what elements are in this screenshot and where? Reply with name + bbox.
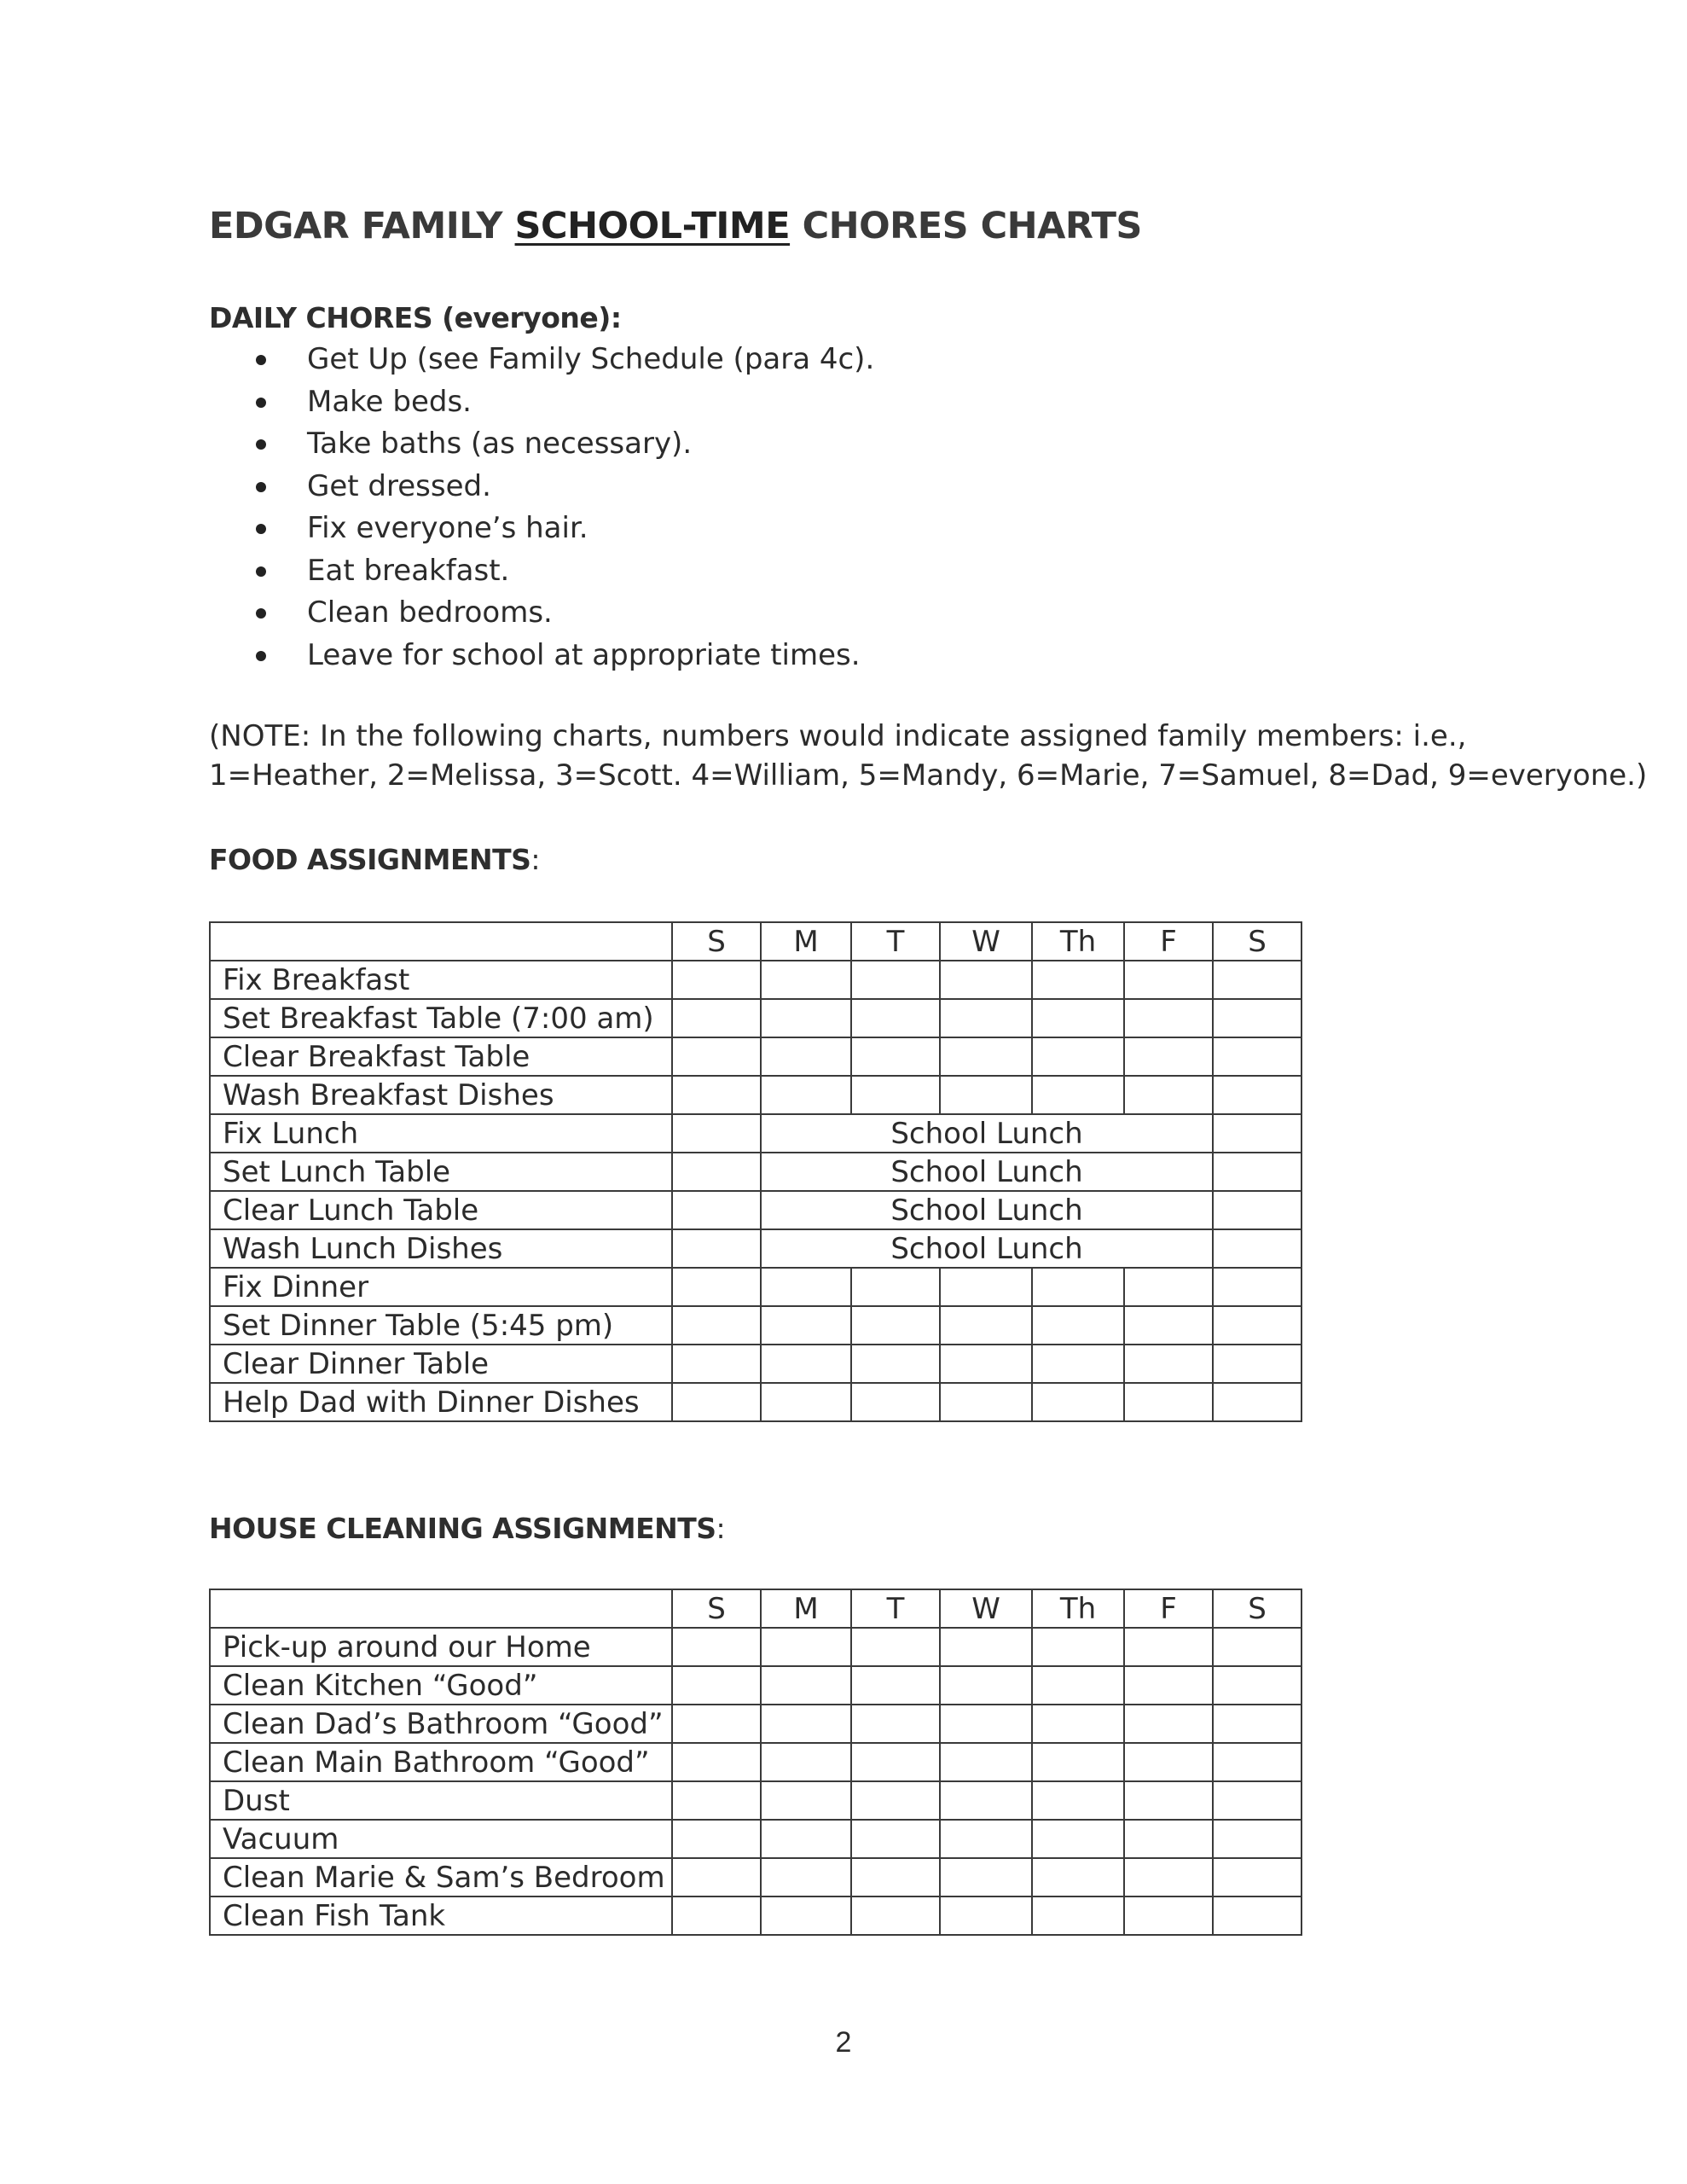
table-row <box>210 1858 1301 1896</box>
assignment-cell[interactable] <box>1032 1705 1124 1743</box>
house-cleaning-heading <box>209 1512 725 1545</box>
assignment-cell[interactable] <box>672 999 761 1037</box>
header-day-saturday: S <box>1213 1589 1301 1628</box>
list-item <box>256 423 874 466</box>
task-cell: Wash Lunch Dishes <box>210 1229 672 1268</box>
assignment-cell[interactable] <box>761 1781 851 1820</box>
list-item-text: Eat breakfast. <box>307 553 510 588</box>
assignment-cell[interactable] <box>851 1820 940 1858</box>
task-cell: Clean Fish Tank <box>210 1896 672 1935</box>
assignment-cell[interactable] <box>761 1037 851 1076</box>
assignment-cell[interactable] <box>672 1306 761 1345</box>
header-day-friday: F <box>1124 1589 1213 1628</box>
assignment-cell[interactable] <box>940 1858 1032 1896</box>
assignment-cell[interactable] <box>851 1858 940 1896</box>
house-heading-text: HOUSE CLEANING ASSIGNMENTS <box>209 1512 716 1545</box>
header-blank-cell <box>210 922 672 961</box>
assignment-cell[interactable] <box>940 1666 1032 1705</box>
header-day-tuesday: T <box>851 922 940 961</box>
assignment-cell[interactable] <box>1124 1306 1213 1345</box>
assignment-cell[interactable] <box>761 1076 851 1114</box>
title-underlined: SCHOOL-TIME <box>514 205 791 247</box>
page-title <box>209 205 1142 247</box>
title-suffix: CHORES CHARTS <box>790 205 1142 247</box>
header-day-tuesday: T <box>851 1589 940 1628</box>
assignment-cell[interactable] <box>761 1628 851 1666</box>
assignment-cell[interactable] <box>1124 999 1213 1037</box>
header-blank-cell <box>210 1589 672 1628</box>
table-row <box>210 1076 1301 1114</box>
bullet-icon <box>256 608 266 619</box>
assignment-cell[interactable] <box>761 1705 851 1743</box>
assignment-cell[interactable] <box>1213 1858 1301 1896</box>
assignment-cell[interactable] <box>1032 1076 1124 1114</box>
assignment-cell[interactable] <box>761 1743 851 1781</box>
bullet-icon <box>256 355 266 365</box>
bullet-icon <box>256 524 266 534</box>
task-cell: Set Dinner Table (5:45 pm) <box>210 1306 672 1345</box>
house-heading-colon: : <box>716 1512 726 1545</box>
assignment-cell[interactable] <box>1213 1306 1301 1345</box>
assignment-cell[interactable] <box>761 1345 851 1383</box>
assignment-cell[interactable] <box>1124 1268 1213 1306</box>
table-row <box>210 1345 1301 1383</box>
assignment-cell[interactable] <box>1124 1345 1213 1383</box>
list-item <box>256 550 874 593</box>
assignment-cell[interactable] <box>672 1705 761 1743</box>
list-item <box>256 339 874 381</box>
assignment-cell[interactable] <box>1032 1781 1124 1820</box>
assignment-cell[interactable] <box>1124 1781 1213 1820</box>
assignment-cell[interactable] <box>940 1781 1032 1820</box>
list-item <box>256 466 874 508</box>
table-row <box>210 1666 1301 1705</box>
header-day-sunday: S <box>672 1589 761 1628</box>
assignment-cell[interactable] <box>851 1781 940 1820</box>
assignment-cell[interactable] <box>1032 1628 1124 1666</box>
table-row <box>210 1229 1301 1268</box>
assignment-cell[interactable] <box>1124 1383 1213 1421</box>
assignment-cell[interactable] <box>1124 1628 1213 1666</box>
school-lunch-cell: School Lunch <box>761 1229 1213 1268</box>
task-cell: Pick-up around our Home <box>210 1628 672 1666</box>
assignment-cell[interactable] <box>851 1345 940 1383</box>
assignment-cell[interactable] <box>940 1820 1032 1858</box>
assignment-cell[interactable] <box>1213 1781 1301 1820</box>
table-header-row <box>210 922 1301 961</box>
task-cell: Dust <box>210 1781 672 1820</box>
task-cell: Clean Marie & Sam’s Bedroom <box>210 1858 672 1896</box>
task-cell: Clear Breakfast Table <box>210 1037 672 1076</box>
table-row <box>210 1820 1301 1858</box>
assignment-cell[interactable] <box>761 1858 851 1896</box>
school-lunch-cell: School Lunch <box>761 1191 1213 1229</box>
assignment-cell[interactable] <box>672 1229 761 1268</box>
assignment-cell[interactable] <box>851 1268 940 1306</box>
assignment-cell[interactable] <box>940 1345 1032 1383</box>
assignment-cell[interactable] <box>940 1705 1032 1743</box>
school-lunch-cell: School Lunch <box>761 1153 1213 1191</box>
assignment-cell[interactable] <box>1124 1076 1213 1114</box>
table-row <box>210 1037 1301 1076</box>
list-item-text: Fix everyone’s hair. <box>307 511 588 545</box>
assignment-cell[interactable] <box>1124 1743 1213 1781</box>
assignment-cell[interactable] <box>851 1383 940 1421</box>
header-day-sunday: S <box>672 922 761 961</box>
assignment-cell[interactable] <box>851 1037 940 1076</box>
assignment-cell[interactable] <box>940 1628 1032 1666</box>
assignment-cell[interactable] <box>672 1820 761 1858</box>
table-row <box>210 1383 1301 1421</box>
assignment-cell[interactable] <box>672 1191 761 1229</box>
assignment-cell[interactable] <box>940 961 1032 999</box>
assignment-cell[interactable] <box>1213 1037 1301 1076</box>
assignment-cell[interactable] <box>940 1306 1032 1345</box>
assignment-cell[interactable] <box>851 1628 940 1666</box>
assignment-cell[interactable] <box>1124 961 1213 999</box>
header-day-wednesday: W <box>940 922 1032 961</box>
assignment-cell[interactable] <box>1213 1268 1301 1306</box>
house-cleaning-table <box>209 1589 1302 1936</box>
assignment-cell[interactable] <box>1032 1345 1124 1383</box>
assignment-cell[interactable] <box>851 1076 940 1114</box>
assignment-cell[interactable] <box>1213 1820 1301 1858</box>
bullet-icon <box>256 439 266 450</box>
assignment-cell[interactable] <box>1032 1858 1124 1896</box>
assignment-cell[interactable] <box>1032 961 1124 999</box>
assignment-cell[interactable] <box>1213 1666 1301 1705</box>
task-cell: Clean Kitchen “Good” <box>210 1666 672 1705</box>
assignment-cell[interactable] <box>1032 1743 1124 1781</box>
table-row <box>210 1268 1301 1306</box>
assignment-cell[interactable] <box>672 1153 761 1191</box>
assignment-cell[interactable] <box>672 1743 761 1781</box>
assignment-cell[interactable] <box>851 1896 940 1935</box>
food-heading-colon: : <box>530 843 541 876</box>
assignment-cell[interactable] <box>1213 1345 1301 1383</box>
table-row <box>210 1781 1301 1820</box>
assignment-cell[interactable] <box>1032 999 1124 1037</box>
assignment-cell[interactable] <box>851 1306 940 1345</box>
assignment-cell[interactable] <box>851 999 940 1037</box>
header-day-saturday: S <box>1213 922 1301 961</box>
assignment-cell[interactable] <box>1213 1153 1301 1191</box>
table-row <box>210 1153 1301 1191</box>
assignment-cell[interactable] <box>1124 1820 1213 1858</box>
assignment-cell[interactable] <box>672 1114 761 1153</box>
assignment-cell[interactable] <box>940 1743 1032 1781</box>
list-item-text: Get Up (see Family Schedule (para 4c). <box>307 342 875 376</box>
assignment-cell[interactable] <box>1032 1268 1124 1306</box>
assignment-cell[interactable] <box>851 1743 940 1781</box>
daily-chores-heading: DAILY CHORES (everyone): <box>209 301 622 334</box>
note-line-2: 1=Heather, 2=Melissa, 3=Scott. 4=William, 5=Mandy, 6=Marie, 7=Samuel, 8=Dad, 9=everyone.) <box>209 758 1648 793</box>
assignment-cell[interactable] <box>672 1628 761 1666</box>
header-day-friday: F <box>1124 922 1213 961</box>
assignment-cell[interactable] <box>1032 1306 1124 1345</box>
assignment-cell[interactable] <box>672 1781 761 1820</box>
food-assignments-heading <box>209 843 540 876</box>
page-number: 2 <box>835 2026 852 2059</box>
task-cell: Wash Breakfast Dishes <box>210 1076 672 1114</box>
assignment-cell[interactable] <box>1213 1191 1301 1229</box>
task-cell: Clear Lunch Table <box>210 1191 672 1229</box>
assignment-cell[interactable] <box>1032 1896 1124 1935</box>
list-item <box>256 635 874 677</box>
table-row <box>210 999 1301 1037</box>
assignment-cell[interactable] <box>672 1037 761 1076</box>
bullet-icon <box>256 566 266 577</box>
assignment-cell[interactable] <box>1213 1114 1301 1153</box>
table-row <box>210 1743 1301 1781</box>
food-assignments-table <box>209 921 1302 1422</box>
table-row <box>210 1114 1301 1153</box>
assignment-cell[interactable] <box>1213 1743 1301 1781</box>
assignment-cell[interactable] <box>1032 1666 1124 1705</box>
table-row <box>210 961 1301 999</box>
list-item-text: Make beds. <box>307 384 472 419</box>
assignment-cell[interactable] <box>1213 999 1301 1037</box>
assignment-cell[interactable] <box>1124 1705 1213 1743</box>
assignment-cell[interactable] <box>672 1896 761 1935</box>
assignment-cell[interactable] <box>851 1705 940 1743</box>
list-item-text: Take baths (as necessary). <box>307 427 693 461</box>
assignment-cell[interactable] <box>761 999 851 1037</box>
assignment-cell[interactable] <box>940 1268 1032 1306</box>
assignment-cell[interactable] <box>1032 1383 1124 1421</box>
assignment-cell[interactable] <box>1124 1666 1213 1705</box>
table-header-row <box>210 1589 1301 1628</box>
assignment-cell[interactable] <box>672 1383 761 1421</box>
table-row <box>210 1191 1301 1229</box>
assignment-cell[interactable] <box>1124 1037 1213 1076</box>
assignment-cell[interactable] <box>1124 1858 1213 1896</box>
assignment-cell[interactable] <box>672 1858 761 1896</box>
school-lunch-cell: School Lunch <box>761 1114 1213 1153</box>
food-heading-text: FOOD ASSIGNMENTS <box>209 843 531 876</box>
table-row <box>210 1628 1301 1666</box>
assignment-cell[interactable] <box>851 1666 940 1705</box>
assignment-cell[interactable] <box>1213 961 1301 999</box>
assignment-cell[interactable] <box>761 1306 851 1345</box>
title-prefix: EDGAR FAMILY <box>209 205 515 247</box>
assignment-cell[interactable] <box>940 1896 1032 1935</box>
assignment-cell[interactable] <box>761 1383 851 1421</box>
assignment-cell[interactable] <box>761 1268 851 1306</box>
assignment-cell[interactable] <box>1213 1383 1301 1421</box>
assignment-cell[interactable] <box>672 1666 761 1705</box>
assignment-cell[interactable] <box>761 1820 851 1858</box>
header-day-thursday: Th <box>1032 922 1124 961</box>
assignment-cell[interactable] <box>672 1268 761 1306</box>
task-cell: Fix Lunch <box>210 1114 672 1153</box>
list-item <box>256 508 874 550</box>
list-item <box>256 381 874 424</box>
assignment-cell[interactable] <box>1213 1076 1301 1114</box>
task-cell: Help Dad with Dinner Dishes <box>210 1383 672 1421</box>
task-cell: Clean Main Bathroom “Good” <box>210 1743 672 1781</box>
daily-chores-list <box>256 339 874 677</box>
list-item-text: Clean bedrooms. <box>307 595 553 630</box>
list-item <box>256 592 874 635</box>
list-item-text: Get dressed. <box>307 468 491 503</box>
assignment-cell[interactable] <box>940 1383 1032 1421</box>
task-cell: Vacuum <box>210 1820 672 1858</box>
task-cell: Fix Dinner <box>210 1268 672 1306</box>
table-row <box>210 1896 1301 1935</box>
assignment-cell[interactable] <box>1032 1037 1124 1076</box>
assignment-cell[interactable] <box>672 1076 761 1114</box>
table-row <box>210 1705 1301 1743</box>
task-cell: Clear Dinner Table <box>210 1345 672 1383</box>
table-row <box>210 1306 1301 1345</box>
header-day-wednesday: W <box>940 1589 1032 1628</box>
bullet-icon <box>256 651 266 661</box>
task-cell: Clean Dad’s Bathroom “Good” <box>210 1705 672 1743</box>
list-item-text: Leave for school at appropriate times. <box>307 637 861 672</box>
assignment-cell[interactable] <box>851 961 940 999</box>
bullet-icon <box>256 482 266 492</box>
note-line-1: (NOTE: In the following charts, numbers would indicate assigned family members: i.e., <box>209 719 1467 753</box>
assignment-cell[interactable] <box>1124 1896 1213 1935</box>
header-day-monday: M <box>761 922 851 961</box>
assignment-cell[interactable] <box>1213 1705 1301 1743</box>
assignment-cell[interactable] <box>761 1896 851 1935</box>
assignment-cell[interactable] <box>761 1666 851 1705</box>
header-day-monday: M <box>761 1589 851 1628</box>
assignment-cell[interactable] <box>672 1345 761 1383</box>
assignment-cell[interactable] <box>1213 1628 1301 1666</box>
assignment-cell[interactable] <box>940 999 1032 1037</box>
assignment-cell[interactable] <box>1213 1229 1301 1268</box>
assignment-cell[interactable] <box>1032 1820 1124 1858</box>
note-text <box>209 717 1647 795</box>
bullet-icon <box>256 398 266 408</box>
assignment-cell[interactable] <box>672 961 761 999</box>
task-cell: Set Breakfast Table (7:00 am) <box>210 999 672 1037</box>
task-cell: Fix Breakfast <box>210 961 672 999</box>
assignment-cell[interactable] <box>1213 1896 1301 1935</box>
task-cell: Set Lunch Table <box>210 1153 672 1191</box>
assignment-cell[interactable] <box>940 1037 1032 1076</box>
assignment-cell[interactable] <box>940 1076 1032 1114</box>
header-day-thursday: Th <box>1032 1589 1124 1628</box>
assignment-cell[interactable] <box>761 961 851 999</box>
